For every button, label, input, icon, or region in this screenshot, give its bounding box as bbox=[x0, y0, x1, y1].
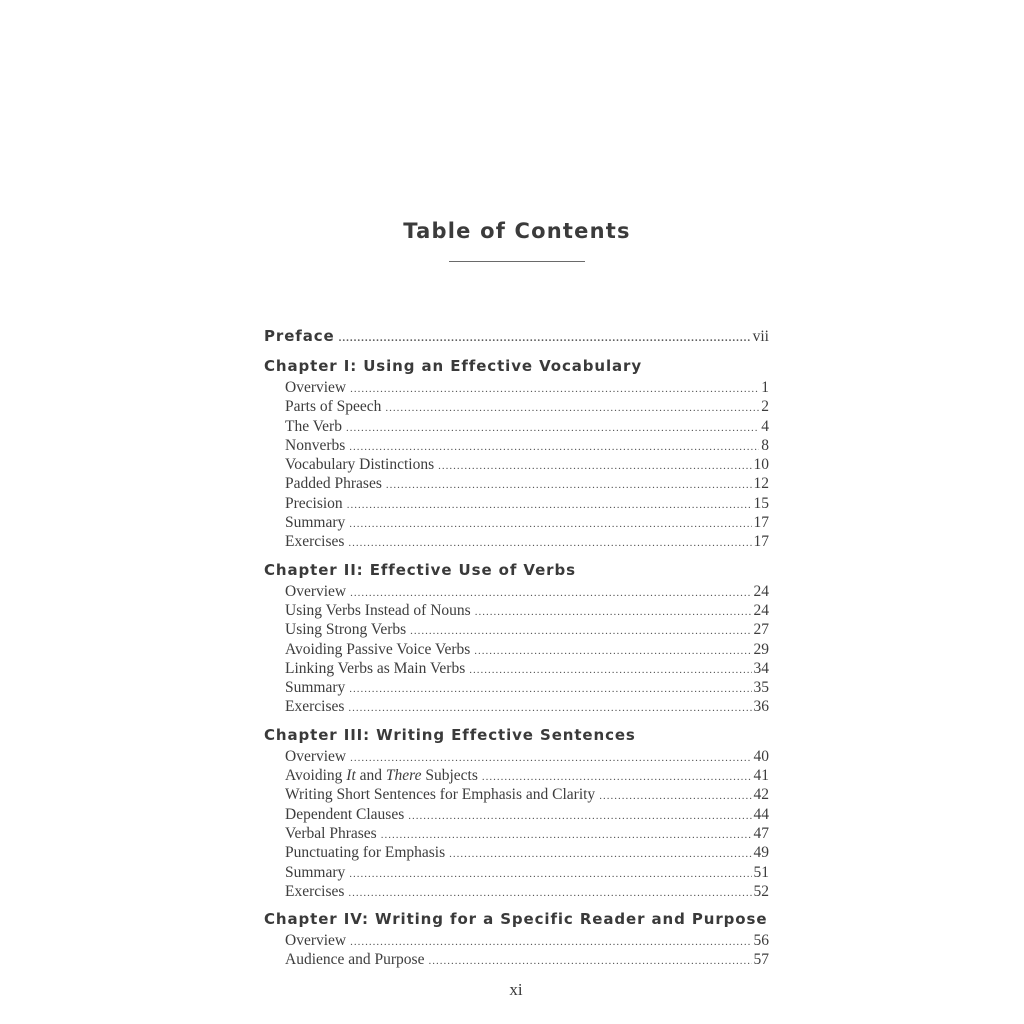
dot-leader bbox=[474, 642, 751, 661]
toc-entry-label: Writing Short Sentences for Emphasis and Clarity bbox=[285, 786, 596, 804]
toc-entry bbox=[285, 697, 769, 716]
dot-leader bbox=[348, 884, 751, 903]
toc-entry-page: 41 bbox=[753, 767, 769, 785]
toc-entry-label: Summary bbox=[285, 514, 346, 532]
dot-leader bbox=[438, 457, 751, 476]
toc-entry bbox=[285, 882, 769, 901]
toc-entry-page: 29 bbox=[753, 640, 769, 658]
toc-entry-label: Punctuating for Emphasis bbox=[285, 844, 446, 862]
chapter-section bbox=[264, 356, 769, 552]
toc-entry bbox=[285, 474, 769, 493]
chapter-heading: Chapter I: Using an Effective Vocabulary bbox=[264, 357, 643, 375]
toc-entry-label: Vocabulary Distinctions bbox=[285, 456, 435, 474]
chapter-section bbox=[264, 909, 769, 970]
dot-leader bbox=[386, 476, 752, 495]
toc-entry bbox=[285, 785, 769, 804]
toc-entry-label: Summary bbox=[285, 679, 346, 697]
toc-entry-label: Padded Phrases bbox=[285, 475, 382, 493]
toc-entry bbox=[285, 532, 769, 551]
toc-entry-page: 15 bbox=[753, 494, 769, 512]
toc-entry-page: 24 bbox=[753, 601, 769, 619]
toc-entry-page: 56 bbox=[753, 932, 769, 950]
toc-entry-page: 8 bbox=[761, 436, 769, 454]
toc-entry-page: 24 bbox=[753, 582, 769, 600]
toc-entry bbox=[285, 513, 769, 532]
chapter-heading: Chapter III: Writing Effective Sentences bbox=[264, 725, 636, 744]
toc-entry-page: vii bbox=[752, 328, 769, 345]
toc-entry-label: Avoiding It and There Subjects bbox=[285, 767, 478, 785]
table-of-contents bbox=[264, 326, 769, 978]
toc-entry-label: Overview bbox=[285, 379, 347, 396]
toc-entry bbox=[285, 620, 769, 639]
toc-entry-preface bbox=[264, 326, 769, 347]
toc-entry-label: Overview bbox=[285, 582, 347, 600]
title-underline bbox=[449, 261, 585, 262]
dot-leader bbox=[349, 515, 751, 534]
toc-entry bbox=[285, 378, 769, 397]
chapter-section bbox=[264, 560, 769, 717]
toc-entry-label: Parts of Speech bbox=[285, 398, 382, 416]
toc-entry bbox=[285, 747, 769, 766]
toc-entry bbox=[285, 824, 769, 843]
dot-leader bbox=[475, 603, 752, 622]
dot-leader bbox=[469, 661, 751, 680]
dot-leader bbox=[348, 699, 751, 718]
toc-entry bbox=[285, 659, 769, 678]
dot-leader bbox=[346, 419, 759, 438]
dot-leader bbox=[599, 787, 751, 806]
toc-entry bbox=[285, 805, 769, 824]
toc-entry-page: 51 bbox=[753, 863, 769, 881]
toc-entry-label: Exercises bbox=[285, 533, 345, 551]
toc-entry-page: 57 bbox=[753, 951, 769, 969]
page-number: xi bbox=[509, 980, 523, 999]
toc-entry-label: Dependent Clauses bbox=[285, 805, 405, 823]
toc-entry bbox=[285, 397, 769, 416]
toc-entry-label: Precision bbox=[285, 494, 343, 512]
toc-entry-label: Preface bbox=[264, 327, 335, 345]
toc-entry-label: Exercises bbox=[285, 698, 345, 716]
toc-entry-page: 44 bbox=[753, 805, 769, 823]
dot-leader bbox=[385, 399, 759, 418]
chapter-section bbox=[264, 725, 769, 901]
toc-entry bbox=[285, 863, 769, 882]
toc-entry-page: 36 bbox=[753, 698, 769, 716]
toc-entry bbox=[285, 931, 769, 950]
dot-leader bbox=[449, 845, 751, 864]
toc-entry-label: The Verb bbox=[285, 417, 342, 435]
toc-entry bbox=[285, 640, 769, 659]
dot-leader bbox=[339, 328, 751, 349]
toc-entry bbox=[285, 766, 769, 785]
toc-entry-page: 52 bbox=[753, 882, 769, 900]
toc-entry-label: Using Verbs Instead of Nouns bbox=[285, 601, 471, 619]
toc-entry-page: 42 bbox=[753, 786, 769, 804]
toc-entry bbox=[285, 601, 769, 620]
dot-leader bbox=[350, 380, 759, 399]
toc-entry-page: 12 bbox=[753, 475, 769, 493]
toc-entry-page: 35 bbox=[753, 679, 769, 697]
toc-entry-label: Avoiding Passive Voice Verbs bbox=[285, 640, 471, 658]
chapter-heading: Chapter II: Effective Use of Verbs bbox=[264, 560, 576, 579]
toc-entry-label: Overview bbox=[285, 932, 347, 950]
dot-leader bbox=[348, 534, 751, 553]
dot-leader bbox=[349, 680, 751, 699]
toc-entry-label: Linking Verbs as Main Verbs bbox=[285, 659, 466, 677]
toc-entry-page: 17 bbox=[753, 514, 769, 532]
toc-entry-page: 47 bbox=[753, 824, 769, 842]
toc-entry-page: 17 bbox=[753, 533, 769, 551]
toc-entry-label: Exercises bbox=[285, 882, 345, 900]
dot-leader bbox=[347, 496, 752, 515]
dot-leader bbox=[428, 952, 751, 971]
toc-entry bbox=[285, 678, 769, 697]
page-title: Table of Contents bbox=[403, 219, 631, 243]
toc-entry-page: 2 bbox=[761, 398, 769, 416]
toc-entry-page: 49 bbox=[753, 844, 769, 862]
toc-entry bbox=[285, 950, 769, 969]
toc-entry-page: 10 bbox=[753, 456, 769, 474]
toc-entry-label: Overview bbox=[285, 747, 347, 765]
chapter-heading: Chapter IV: Writing for a Specific Reader and Purpose bbox=[264, 910, 768, 929]
toc-entry-label: Summary bbox=[285, 863, 346, 881]
toc-entry-label: Using Strong Verbs bbox=[285, 621, 407, 639]
toc-entry-page: 1 bbox=[761, 379, 769, 396]
toc-entry-page: 34 bbox=[753, 659, 769, 677]
dot-leader bbox=[349, 865, 751, 884]
toc-entry-page: 27 bbox=[753, 621, 769, 639]
toc-entry-page: 4 bbox=[761, 417, 769, 435]
toc-entry bbox=[285, 494, 769, 513]
toc-entry-label: Nonverbs bbox=[285, 436, 346, 454]
toc-entry bbox=[285, 436, 769, 455]
toc-entry bbox=[285, 417, 769, 436]
dot-leader bbox=[408, 807, 751, 826]
toc-entry-page: 40 bbox=[753, 747, 769, 765]
toc-entry bbox=[285, 843, 769, 862]
toc-entry bbox=[285, 582, 769, 601]
toc-entry-label: Audience and Purpose bbox=[285, 951, 425, 969]
toc-entry-label: Verbal Phrases bbox=[285, 824, 377, 842]
toc-entry bbox=[285, 455, 769, 474]
